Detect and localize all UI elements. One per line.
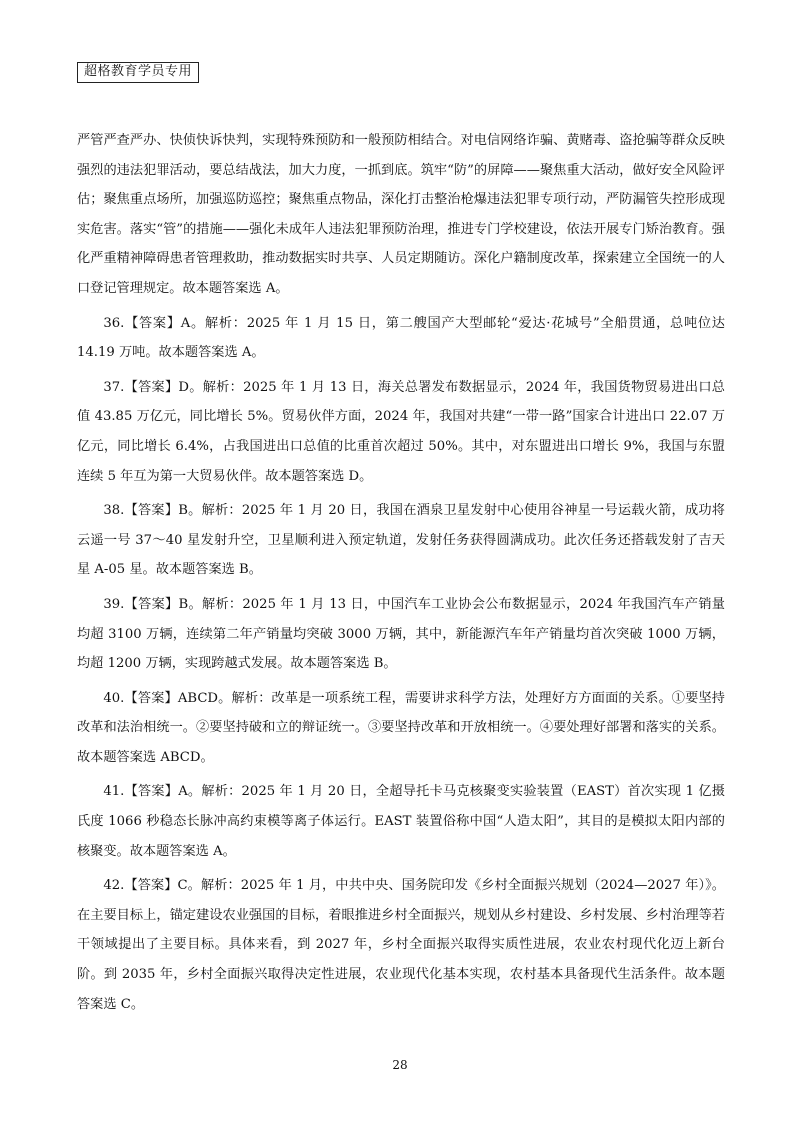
paragraph-continuation: 严管严查严办、快侦快诉快判，实现特殊预防和一般预防相结合。对电信网络诈骗、黄赌毒、盗抢骗等群众反映强烈的违法犯罪活动，要总结战法，加大力度，一抓到底。筑牢“防”的屏障——聚焦重大活动，做好安全风险评估；聚焦重点场所，加强巡防巡控；聚焦重点物品，深化打击整治枪爆违法犯罪专项行动，严防漏管失控形成现实危害。落实“管”的措施——强化未成年人违法犯罪预防治理，推进专门学校建设，依法开展专门矫治教育。强化严重精神障碍患者管理救助，推动数据实时共享、人员定期随访。深化户籍制度改革，探索建立全国统一的人口登记管理规定。故本题答案选 A。	[77, 133, 725, 296]
answer-39: 39.【答案】B。解析：2025 年 1 月 13 日，中国汽车工业协会公布数据显示，2024 年我国汽车产销量均超 3100 万辆，连续第二年产销量均突破 3000 万辆，其中，新能源汽车年产销量均首次突破 1000 万辆，均超 1200 万辆，实现跨越式发展。故本题答案选 B。	[77, 596, 725, 672]
header-label: 超格教育学员专用	[77, 62, 199, 83]
answer-38: 38.【答案】B。解析：2025 年 1 月 20 日，我国在酒泉卫星发射中心使用谷神星一号运载火箭，成功将云遥一号 37～40 星发射升空，卫星顺利进入预定轨道，发射任务获得圆满成功。此次任务还搭载发射了吉天星 A-05 星。故本题答案选 B。	[77, 503, 725, 578]
page-number: 28	[392, 1058, 408, 1072]
answer-42: 42.【答案】C。解析：2025 年 1 月，中共中央、国务院印发《乡村全面振兴规划（2024—2027 年）》。在主要目标上，锚定建设农业强国的目标，着眼推进乡村全面振兴，规划从乡村建设、乡村发展、乡村治理等若干领域提出了主要目标。具体来看，到 2027 年，乡村全面振兴取得实质性进展，农业农村现代化迈上新台阶。到 2035 年，乡村全面振兴取得决定性进展，农业现代化基本实现，农村基本具备现代生活条件。故本题答案选 C。	[77, 878, 725, 1012]
answer-37: 37.【答案】D。解析：2025 年 1 月 13 日，海关总署发布数据显示，2024 年，我国货物贸易进出口总值 43.85 万亿元，同比增长 5%。贸易伙伴方面，2024 年，我国对共建“一带一路”国家合计进出口 22.07 万亿元，同比增长 6.4%，占我国进出口总值的比重首次超过 50%。其中，对东盟进出口增长 9%，我国与东盟连续 5 年互为第一大贸易伙伴。故本题答案选 D。	[77, 379, 725, 484]
answer-36: 36.【答案】A。解析：2025 年 1 月 15 日，第二艘国产大型邮轮“爱达·花城号”全船贯通，总吨位达 14.19 万吨。故本题答案选 A。	[77, 315, 725, 361]
document-body	[77, 126, 725, 1024]
answer-41: 41.【答案】A。解析：2025 年 1 月 20 日，全超导托卡马克核聚变实验装置（EAST）首次实现 1 亿摄氏度 1066 秒稳态长脉冲高约束模等离子体运行。EAST 装置俗称中国“人造太阳”，其目的是模拟太阳内部的核聚变。故本题答案选 A。	[77, 784, 725, 859]
answer-40: 40.【答案】ABCD。解析：改革是一项系统工程，需要讲求科学方法，处理好方方面面的关系。①要坚持改革和法治相统一。②要坚持破和立的辩证统一。③要坚持改革和开放相统一。④要处理好部署和落实的关系。故本题答案选 ABCD。	[77, 690, 725, 765]
